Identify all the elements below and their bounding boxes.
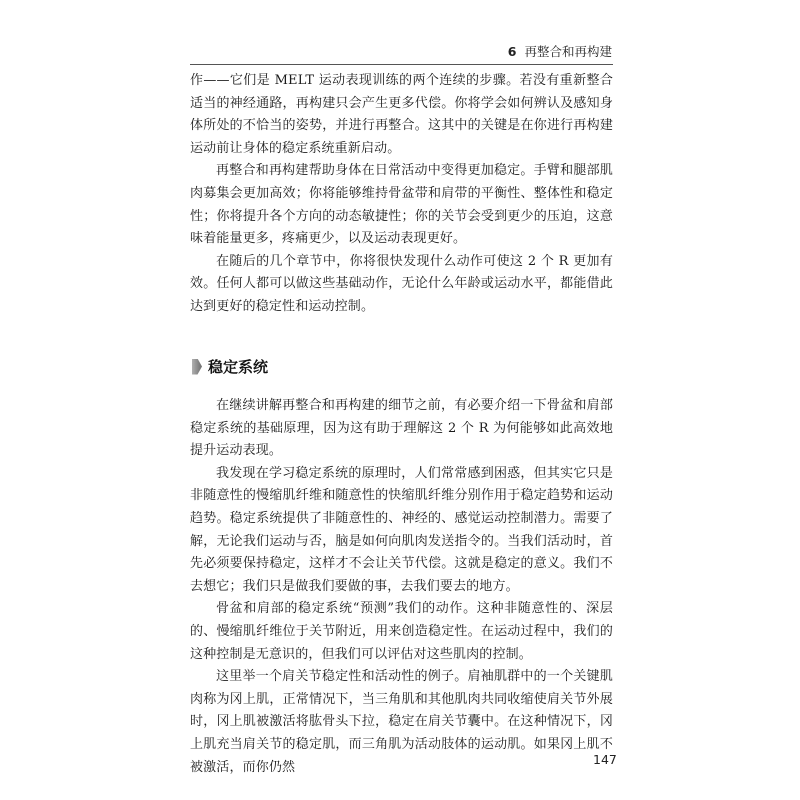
paragraph: 再整合和再构建帮助身体在日常活动中变得更加稳定。手臂和腿部肌肉募集会更加高效；你将能够维持骨盆带和肩带的平衡性、整体性和稳定性；你将提升各个方向的动态敏捷性；你的关节会受到更少的压迫，这意味着能量更多，疼痛更少，以及运动表现更好。 [190, 163, 613, 247]
paragraph: 在随后的几个章节中，你将很快发现什么动作可使这 2 个 R 更加有效。任何人都可以做这些基础动作，无论什么年龄或运动水平，都能借此达到更好的稳定性和运动控制。 [190, 253, 613, 314]
heading-marker-icon [192, 359, 202, 375]
chapter-number: 6 [507, 44, 517, 59]
section-title: 稳定系统 [208, 358, 269, 376]
paragraph: 骨盆和肩部的稳定系统“预测”我们的动作。这种非随意性的、深层的、慢缩肌纤维位于关节附近，用来创造稳定性。在运动过程中，我们的这种控制是无意识的，但我们可以评估对这些肌肉的控制。 [190, 601, 613, 662]
section-intro-text [190, 70, 613, 319]
header-divider [190, 64, 613, 65]
page-number: 147 [593, 752, 617, 767]
paragraph: 作——它们是 MELT 运动表现训练的两个连续的步骤。若没有重新整合适当的神经通路，再构建只会产生更多代偿。你将学会如何辨认及感知身体所处的不恰当的姿势，并进行再整合。这其中的关键是在你进行再构建运动前让身体的稳定系统重新启动。 [190, 73, 613, 156]
running-header [508, 42, 612, 60]
paragraph: 在继续讲解再整合和再构建的细节之前，有必要介绍一下骨盆和肩部稳定系统的基础原理，因为这有助于理解这 2 个 R 为何能够如此高效地提升运动表现。 [190, 398, 613, 459]
section-stability-text [190, 395, 613, 779]
paragraph: 这里举一个肩关节稳定性和活动性的例子。肩袖肌群中的一个关键肌肉称为冈上肌，正常情况下，当三角肌和其他肌肉共同收缩使肩关节外展时，冈上肌被激活将肱骨头下拉，稳定在肩关节囊中。在这种情况下，冈上肌充当肩关节的稳定肌，而三角肌为活动肢体的运动肌。如果冈上肌不被激活，而你仍然 [190, 669, 613, 775]
chapter-title: 再整合和再构建 [524, 44, 612, 59]
section-heading [192, 356, 268, 377]
paragraph: 我发现在学习稳定系统的原理时，人们常常感到困惑，但其实它只是非随意性的慢缩肌纤维和随意性的快缩肌纤维分别作用于稳定趋势和运动趋势。稳定系统提供了非随意性的、神经的、感觉运动控制潜力。需要了解，无论我们运动与否，脑是如何向肌肉发送指令的。当我们活动时，首先必须要保持稳定，这样才不会让关节代偿。这就是稳定的意义。我们不去想它；我们只是做我们要做的事，去我们要去的地方。 [190, 465, 613, 594]
